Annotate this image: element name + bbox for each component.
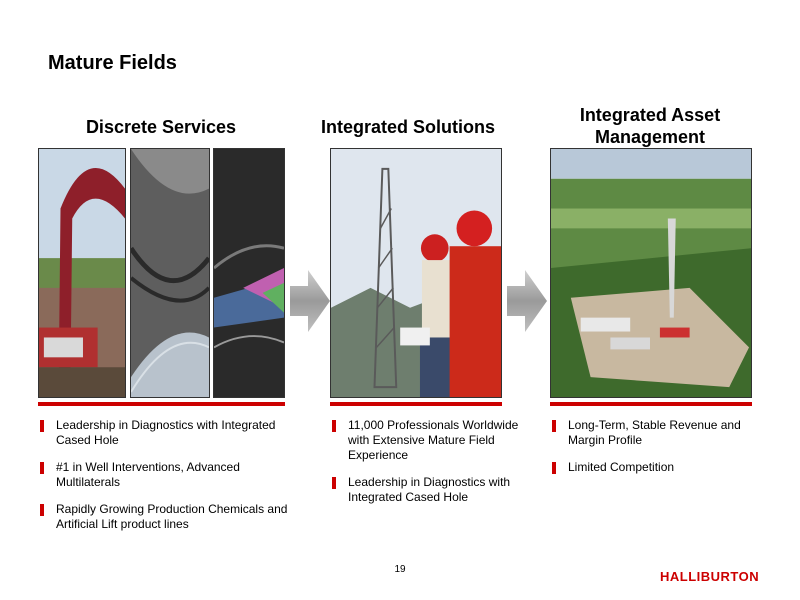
- list-item: Leadership in Diagnostics with Integrated Cased Hole: [330, 475, 530, 505]
- list-item: 11,000 Professionals Worldwide with Extensive Mature Field Experience: [330, 418, 530, 463]
- column-heading-integrated-asset-management: Integrated Asset Management: [579, 105, 721, 147]
- page-number: 19: [394, 564, 406, 575]
- bullet-list-integrated-solutions: [330, 418, 530, 517]
- list-item: Long-Term, Stable Revenue and Margin Profile: [550, 418, 750, 448]
- chevron-right-icon: [507, 270, 547, 332]
- list-item: #1 in Well Interventions, Advanced Multilaterals: [38, 460, 298, 490]
- photo-workers-drilling-rig: [330, 148, 502, 398]
- list-item: Limited Competition: [550, 460, 750, 475]
- chevron-right-icon: [290, 270, 330, 332]
- column-heading-integrated-solutions: Integrated Solutions: [320, 117, 495, 137]
- list-item: Leadership in Diagnostics with Integrated Cased Hole: [38, 418, 298, 448]
- red-divider: [550, 402, 752, 406]
- column-heading-discrete-services: Discrete Services: [85, 117, 237, 137]
- red-divider: [38, 402, 285, 406]
- bullet-list-integrated-asset-management: [550, 418, 750, 487]
- slide-title: Mature Fields: [48, 52, 177, 74]
- company-logo: HALLIBURTON: [660, 569, 760, 584]
- photo-pipe-screen: [130, 148, 210, 398]
- photo-red-arch-equipment: [38, 148, 126, 398]
- bullet-list-discrete-services: [38, 418, 298, 544]
- red-divider: [330, 402, 502, 406]
- photo-diagnostics-imaging: [213, 148, 285, 398]
- list-item: Rapidly Growing Production Chemicals and Artificial Lift product lines: [38, 502, 298, 532]
- photo-aerial-oil-field: [550, 148, 752, 398]
